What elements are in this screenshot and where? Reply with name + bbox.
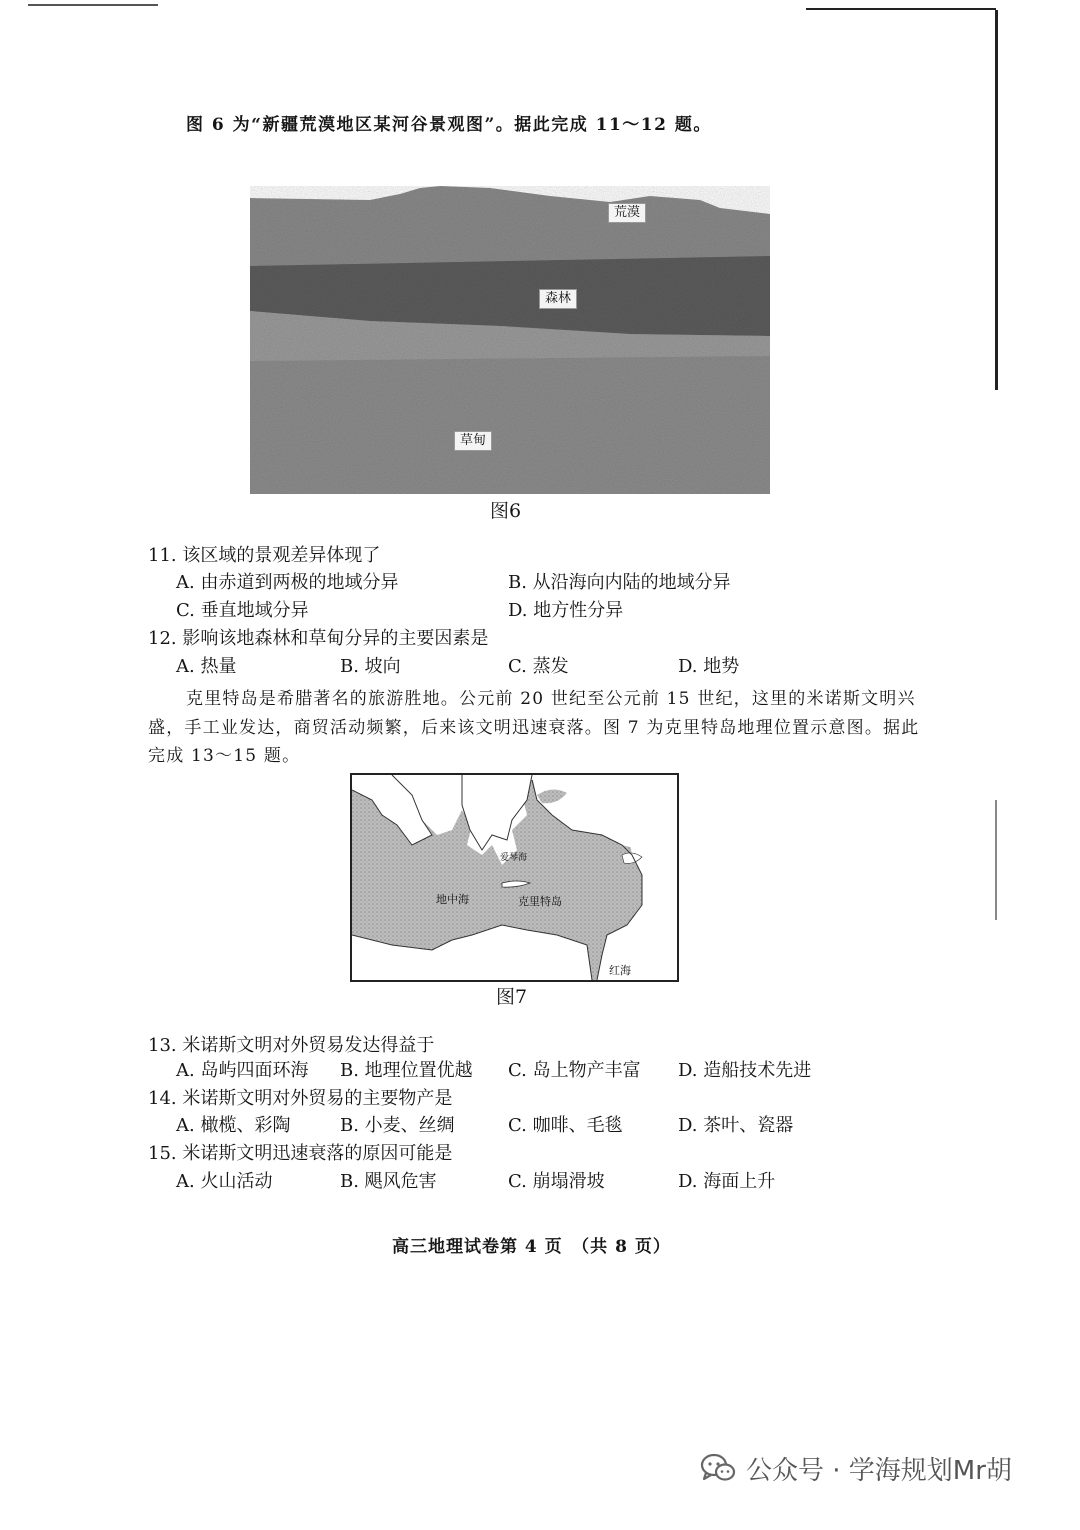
question-13-option-d: D. 造船技术先进	[678, 1060, 812, 1081]
question-12-stem: 12. 影响该地森林和草甸分异的主要因素是	[148, 628, 489, 649]
question-11-stem: 11. 该区域的景观差异体现了	[148, 545, 381, 566]
question-13-option-a: A. 岛屿四面环海	[176, 1060, 309, 1081]
figure7-map	[350, 773, 679, 982]
question-15-option-d: D. 海面上升	[678, 1171, 776, 1192]
question-14-option-d: D. 茶叶、瓷器	[678, 1115, 794, 1136]
figure7-intro-line1: 克里特岛是希腊著名的旅游胜地。公元前 20 世纪至公元前 15 世纪，这里的米诺斯文明兴	[186, 689, 916, 709]
watermark	[700, 1450, 1012, 1486]
figure7-intro-line2: 盛，手工业发达，商贸活动频繁，后来该文明迅速衰落。图 7 为克里特岛地理位置示意图。据此	[148, 718, 920, 738]
question-11-option-d: D. 地方性分异	[508, 600, 624, 621]
page-footer: 高三地理试卷第 4 页 （共 8 页）	[392, 1237, 671, 1257]
question-15-option-a: A. 火山活动	[176, 1171, 273, 1192]
question-12-option-d: D. 地势	[678, 656, 740, 677]
figure7-caption: 图7	[496, 986, 528, 1008]
question-14-option-c: C. 咖啡、毛毯	[508, 1115, 623, 1136]
figure6-photo	[250, 186, 770, 494]
figure7-intro-line3: 完成 13～15 题。	[148, 746, 301, 766]
label-desert: 荒漠	[608, 203, 646, 223]
question-15-option-c: C. 崩塌滑坡	[508, 1171, 605, 1192]
question-11-option-b: B. 从沿海向内陆的地域分异	[508, 572, 731, 593]
question-15-stem: 15. 米诺斯文明迅速衰落的原因可能是	[148, 1143, 453, 1164]
scan-edge-line	[995, 800, 997, 920]
question-11-option-c: C. 垂直地域分异	[176, 600, 309, 621]
question-13-option-b: B. 地理位置优越	[340, 1060, 473, 1081]
question-12-option-c: C. 蒸发	[508, 656, 569, 677]
label-mediterranean: 地中海	[436, 893, 469, 906]
watermark-text: 公众号 · 学海规划Mr胡	[746, 1455, 1012, 1486]
valley-landscape-image	[250, 186, 770, 494]
question-14-option-a: A. 橄榄、彩陶	[176, 1115, 291, 1136]
crete-location-map	[352, 775, 677, 980]
wechat-icon	[700, 1452, 736, 1484]
figure6-caption: 图6	[490, 500, 522, 522]
question-13-option-c: C. 岛上物产丰富	[508, 1060, 641, 1081]
question-14-stem: 14. 米诺斯文明对外贸易的主要物产是	[148, 1088, 453, 1109]
question-13-stem: 13. 米诺斯文明对外贸易发达得益于	[148, 1035, 435, 1056]
question-11-option-a: A. 由赤道到两极的地域分异	[176, 572, 399, 593]
label-meadow: 草甸	[454, 431, 492, 451]
label-crete: 克里特岛	[518, 895, 562, 908]
scan-edge-line	[806, 8, 996, 10]
label-aegean: 爱琴海	[500, 853, 528, 863]
scan-edge-line	[995, 10, 998, 390]
figure6-intro: 图 6 为“新疆荒漠地区某河谷景观图”。据此完成 11～12 题。	[186, 115, 712, 135]
question-15-option-b: B. 飓风危害	[340, 1171, 437, 1192]
label-forest: 森林	[539, 289, 577, 309]
question-14-option-b: B. 小麦、丝绸	[340, 1115, 455, 1136]
label-red-sea: 红海	[609, 964, 631, 977]
question-12-option-b: B. 坡向	[340, 656, 401, 677]
scan-edge-line	[28, 4, 158, 6]
question-12-option-a: A. 热量	[176, 656, 237, 677]
